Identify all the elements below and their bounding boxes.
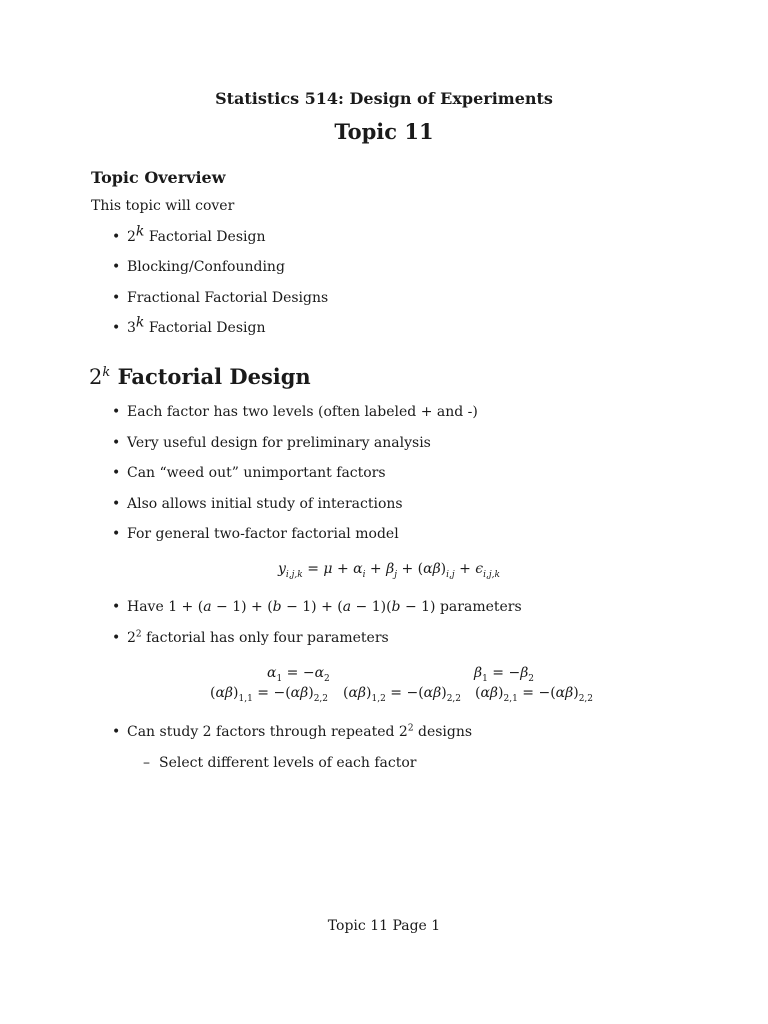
section-bullet-5: For general two-factor factorial model bbox=[127, 526, 399, 542]
overview-intro: This topic will cover bbox=[91, 198, 235, 214]
section-bullet-1: Each factor has two levels (often labeled + and -) bbox=[127, 404, 478, 420]
bullet-marker: • bbox=[112, 599, 121, 615]
constraint-beta: $\beta_1 = -\beta_2$ bbox=[474, 665, 535, 684]
page-footer: Topic 11 Page 1 bbox=[327, 918, 441, 934]
bullet-marker: • bbox=[112, 290, 121, 306]
section-bullet-3: Can “weed out” unimportant factors bbox=[127, 465, 386, 481]
bullet-marker: • bbox=[112, 526, 121, 542]
overview-item-3: Fractional Factorial Designs bbox=[127, 290, 329, 306]
constraint-alpha: $\alpha_1 = -\alpha_2$ bbox=[267, 665, 330, 684]
overview-item-1: 2$^k$ Factorial Design bbox=[127, 223, 266, 245]
bullet-marker: • bbox=[112, 630, 121, 646]
sub-bullet-marker: – bbox=[143, 755, 150, 771]
constraint-ab-12: $(\alpha\beta)_{1,2} = -(\alpha\beta)_{2,2}$ bbox=[343, 685, 462, 704]
bullet-marker: • bbox=[112, 724, 121, 740]
overview-item-4: 3$^k$ Factorial Design bbox=[127, 314, 266, 336]
bullet-marker: • bbox=[112, 320, 121, 336]
bullet-marker: • bbox=[112, 404, 121, 420]
section-bullet-four-params: $2^2$ factorial has only four parameters bbox=[127, 629, 389, 646]
section-bullet-parameters: Have 1 + (a − 1) + (b − 1) + (a − 1)(b − 1) parameters bbox=[127, 599, 522, 615]
topic-title: Topic 11 bbox=[334, 119, 434, 144]
constraint-ab-11: $(\alpha\beta)_{1,1} = -(\alpha\beta)_{2,2}$ bbox=[210, 685, 329, 704]
overview-item-2: Blocking/Confounding bbox=[127, 259, 285, 275]
section-bullet-repeated: Can study 2 factors through repeated $2^2$ designs bbox=[127, 723, 473, 740]
section-bullet-4: Also allows initial study of interactions bbox=[127, 496, 403, 512]
sub-bullet-select-levels: Select different levels of each factor bbox=[159, 755, 417, 771]
course-title: Statistics 514: Design of Experiments bbox=[215, 89, 553, 108]
bullet-marker: • bbox=[112, 496, 121, 512]
bullet-marker: • bbox=[112, 465, 121, 481]
constraint-ab-21: $(\alpha\beta)_{2,1} = -(\alpha\beta)_{2,2}$ bbox=[475, 685, 594, 704]
model-equation: $y_{i,j,k} = \mu + \alpha_i + \beta_j + (\alpha\beta)_{i,j} + \epsilon_{i,j,k}$ bbox=[277, 561, 501, 580]
bullet-marker: • bbox=[112, 259, 121, 275]
overview-heading: Topic Overview bbox=[91, 168, 226, 187]
section-bullet-2: Very useful design for preliminary analysis bbox=[127, 435, 431, 451]
bullet-marker: • bbox=[112, 229, 121, 245]
section-heading: 2$^k$ Factorial Design bbox=[89, 364, 311, 389]
bullet-marker: • bbox=[112, 435, 121, 451]
